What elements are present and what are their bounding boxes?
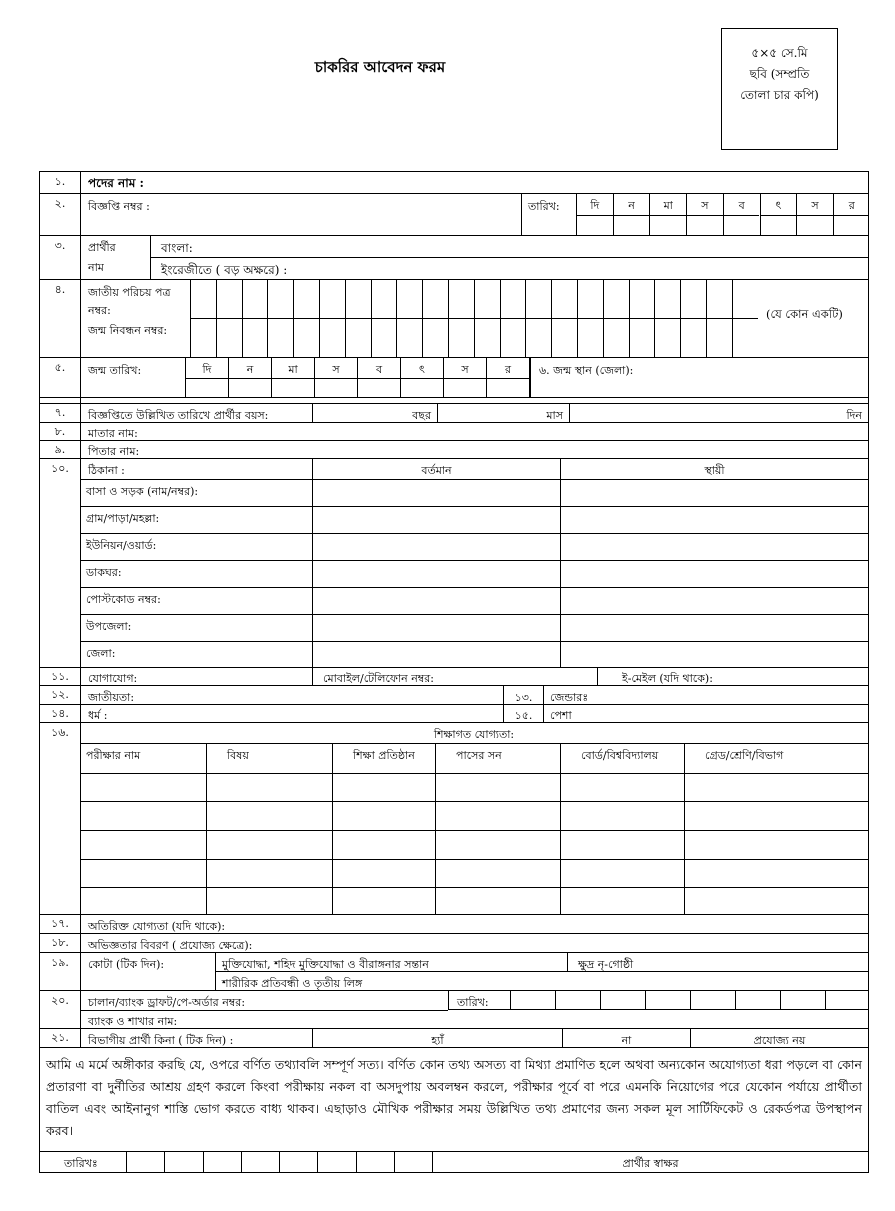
education-cell[interactable] [80,887,206,914]
education-cell[interactable] [435,887,560,914]
payment-date-label: তারিখ: [448,991,510,1010]
row-nationality [40,686,868,705]
candidate-name-label-1: প্রার্থীর [88,241,116,254]
digit-box[interactable] [422,319,448,357]
address-field-label: ডাকঘর: [86,566,122,579]
row-number-15: ১৫. [503,705,543,722]
row-contact [40,668,868,686]
education-title: শিক্ষাগত যোগ্যতা: [433,728,515,741]
date-digit-box[interactable] [613,215,650,235]
occupation-label: পেশা [550,709,572,722]
row-number: ১৪. [40,705,81,722]
digit-box[interactable] [448,319,474,357]
date-digit-box[interactable] [576,215,613,235]
row-religion [40,705,868,723]
date-digit-box[interactable] [314,378,357,397]
additional-qualification-label: অতিরিক্ত যোগ্যতা (যদি থাকে): [88,920,226,933]
address-present-input[interactable] [312,615,560,641]
education-cell[interactable] [80,830,206,859]
date-digit-box[interactable] [443,378,486,397]
occupation-field[interactable] [543,705,868,722]
date-digit-box[interactable] [760,215,797,235]
digit-box[interactable] [279,1152,317,1172]
education-header-cell: বোর্ড/বিশ্ববিদ্যালয় [560,744,684,773]
row-advertisement [40,194,868,236]
education-cell[interactable] [684,887,868,914]
row-number: ১৯. [40,953,81,990]
digit-box[interactable] [603,319,629,357]
date-digit-box[interactable] [486,378,529,397]
education-cell[interactable] [206,830,332,859]
row-number: ১২. [40,686,81,704]
date-digit-box[interactable] [796,215,833,235]
address-permanent-input[interactable] [560,561,868,587]
digit-box[interactable] [242,280,268,319]
digit-box[interactable] [629,280,655,319]
candidate-name-label-2: নাম [88,261,104,274]
digit-box[interactable] [474,280,500,319]
quota-option-1: মুক্তিযোদ্ধা, শহিদ মুক্তিযোদ্ধা ও বীরাঙ্গনার সন্তান [222,958,429,971]
education-cell[interactable] [332,830,435,859]
education-cell[interactable] [435,801,560,830]
departmental-na[interactable] [690,1029,868,1047]
digit-box[interactable] [371,319,397,357]
advertisement-date-label: তারিখ: [521,194,576,235]
row-nid [40,280,868,358]
education-cell[interactable] [332,859,435,888]
age-day-label: দিন [846,409,862,422]
row-quota [40,953,868,991]
religion-label: ধর্ম : [88,709,108,722]
date-letter-box: স [686,194,723,215]
digit-box[interactable] [525,280,551,319]
row-number: ১৬. [40,723,81,914]
row-education [40,723,868,915]
address-row [80,506,868,533]
education-table [80,743,868,914]
digit-box[interactable] [319,319,345,357]
address-row [80,560,868,587]
digit-box[interactable] [371,280,397,319]
address-present-input[interactable] [312,642,560,667]
quota-ethnic-minority[interactable] [567,953,868,972]
digit-box[interactable] [510,991,555,1010]
post-name-field[interactable] [240,172,868,193]
row-number: ২. [40,194,81,235]
education-header-cell: পরীক্ষার নাম [86,749,141,762]
row-mother-name [40,423,868,441]
row-number-empty [40,398,81,403]
address-field-label: গ্রাম/পাড়া/মহল্লা: [86,512,160,525]
address-row [80,614,868,641]
footer-date-boxes[interactable] [126,1152,432,1172]
digit-box[interactable] [267,280,293,319]
address-present-input[interactable] [312,561,560,587]
signature-field[interactable] [432,1152,868,1172]
education-cell[interactable] [684,859,868,888]
age-days[interactable] [569,404,868,422]
digit-box[interactable] [293,280,319,319]
nid-digit-boxes[interactable] [190,280,758,357]
date-digit-box[interactable] [400,378,443,397]
digit-box[interactable] [706,319,732,357]
date-digit-box[interactable] [228,378,271,397]
education-cell[interactable] [560,801,684,830]
nid-label-2: নম্বর: [88,304,111,317]
date-letter-box: ন [613,194,650,215]
education-cell[interactable] [332,773,435,802]
digit-box[interactable] [555,991,600,1010]
age-label: বিজ্ঞপ্তিতে উল্লিখিত তারিখে প্রার্থীর বয়স: [88,409,269,422]
row-number: ৭. [40,404,81,422]
email-label: ই-মেইল (যদি থাকে): [622,672,713,685]
address-present-input[interactable] [312,480,560,506]
digit-box[interactable] [680,280,706,319]
digit-box[interactable] [422,280,448,319]
birth-date-label: জন্ম তারিখ: [88,364,142,377]
digit-box[interactable] [216,319,242,357]
date-letter-box: দি [185,358,228,378]
address-permanent-input[interactable] [560,534,868,560]
date-digit-box[interactable] [649,215,686,235]
quota-label: কোটা (টিক দিন): [88,958,165,971]
date-letter-box: ন [228,358,271,378]
address-label: ঠিকানা : [88,464,125,477]
digit-box[interactable] [317,1152,355,1172]
age-year-label: বছর [412,409,431,422]
date-letter-box: স [443,358,486,378]
digit-box[interactable] [577,280,603,319]
footer-date-label: তারিখঃ [64,1157,98,1170]
digit-box[interactable] [267,319,293,357]
education-cell[interactable] [80,859,206,888]
education-cell[interactable] [206,773,332,802]
birth-place-label: ৬. জন্ম স্থান (জেলা): [539,364,634,377]
digit-box[interactable] [780,991,825,1010]
digit-box[interactable] [241,1152,279,1172]
education-cell[interactable] [206,801,332,830]
form-title: চাকরির আবেদন ফরম [314,58,446,76]
row-number: ৩. [40,236,81,279]
row-number: ২০. [40,991,81,1028]
education-cell[interactable] [435,859,560,888]
bank-branch-label: ব্যাংক ও শাখার নাম: [88,1015,178,1028]
email-field[interactable] [597,668,868,685]
address-permanent-header: স্থায়ী [560,459,868,479]
digit-box[interactable] [448,280,474,319]
date-digit-box[interactable] [686,215,723,235]
address-field-label: জেলা: [86,647,116,660]
date-letter-box: র [486,358,529,378]
quota-freedom-fighter[interactable] [215,953,567,972]
row-number: ১৮. [40,934,81,952]
date-letter-box: মা [271,358,314,378]
education-header-cell: পাসের সন [435,744,560,773]
name-bangla-label: বাংলা: [161,241,193,255]
age-month-label: মাস [546,409,563,422]
mobile-field[interactable] [312,668,597,685]
digit-box[interactable] [216,280,242,319]
option-yes: হ্যাঁ [431,1034,444,1047]
digit-box[interactable] [577,319,603,357]
digit-box[interactable] [680,319,706,357]
digit-box[interactable] [396,280,422,319]
photo-line-1: ৫×৫ সে.মি [751,46,808,60]
education-cell[interactable] [684,830,868,859]
digit-box[interactable] [500,319,526,357]
advertisement-date-boxes[interactable] [576,194,868,235]
row-number: ৪. [40,280,81,357]
gender-field[interactable] [543,686,868,704]
digit-box[interactable] [525,319,551,357]
address-row [80,533,868,560]
address-present-input[interactable] [312,534,560,560]
birth-reg-label: জন্ম নিবন্ধন নম্বর: [88,324,168,337]
education-cell[interactable] [684,801,868,830]
digit-box[interactable] [735,991,780,1010]
nid-label-1: জাতীয় পরিচয় পত্র [88,286,171,299]
digit-box[interactable] [190,280,216,319]
digit-box[interactable] [396,319,422,357]
age-years[interactable] [312,404,437,422]
date-digit-box[interactable] [723,215,760,235]
date-letter-box: মা [649,194,686,215]
address-permanent-input[interactable] [560,615,868,641]
row-number: ১১. [40,668,81,685]
date-letter-box: র [833,194,868,215]
row-additional-qualification [40,915,868,934]
education-cell[interactable] [560,830,684,859]
row-experience [40,934,868,953]
digit-box[interactable] [190,319,216,357]
address-permanent-input[interactable] [560,507,868,533]
digit-box[interactable] [825,991,868,1010]
option-na: প্রযোজ্য নয় [753,1034,806,1047]
application-form [39,171,869,1173]
address-row [80,479,868,506]
education-cell[interactable] [332,887,435,914]
digit-box[interactable] [345,280,371,319]
row-number: ১৭. [40,915,81,933]
digit-box[interactable] [293,319,319,357]
address-permanent-input[interactable] [560,588,868,614]
photo-line-2: ছবি (সম্প্রতি [749,67,810,81]
digit-box[interactable] [474,319,500,357]
digit-box[interactable] [126,1152,164,1172]
education-cell[interactable] [435,773,560,802]
education-cell[interactable] [332,801,435,830]
date-letter-box: ব [723,194,760,215]
digit-box[interactable] [706,280,732,319]
date-letter-box: ৎ [760,194,797,215]
photo-box[interactable] [721,28,838,150]
address-row [80,641,868,667]
education-cell[interactable] [560,887,684,914]
row-address [40,459,868,668]
photo-line-3: তোলা চার কপি) [740,88,819,102]
education-cell[interactable] [206,859,332,888]
digit-box[interactable] [500,280,526,319]
digit-box[interactable] [345,319,371,357]
address-row [80,587,868,614]
digit-box[interactable] [654,319,680,357]
post-name-label: পদের নাম : [88,176,144,190]
education-cell[interactable] [80,773,206,802]
date-digit-box[interactable] [185,378,228,397]
digit-box[interactable] [551,319,577,357]
address-present-header: বর্তমান [312,459,560,479]
signature-label: প্রার্থীর স্বাক্ষর [622,1157,679,1170]
digit-box[interactable] [551,280,577,319]
digit-box[interactable] [600,991,645,1010]
gender-label: জেন্ডারঃ [550,691,589,704]
address-field-label: উপজেলা: [86,620,132,633]
nid-note: (যে কোন একটি) [766,307,843,321]
departmental-yes[interactable] [312,1029,562,1047]
row-number: ৮. [40,423,81,440]
address-permanent-input[interactable] [560,642,868,667]
date-letter-box: দি [576,194,613,215]
row-number: ৫. [40,358,81,397]
education-header-cell: বিষয় [206,744,332,773]
challan-label: চালান/ব্যাংক ড্রাফট/পে-অর্ডার নম্বর: [88,996,246,1009]
row-candidate-name [40,236,868,280]
departmental-no[interactable] [562,1029,690,1047]
row-post-name [40,172,868,194]
education-cell[interactable] [560,859,684,888]
education-cell[interactable] [560,773,684,802]
declaration-section [40,1048,868,1152]
mobile-label: মোবাইল/টেলিফোন নম্বর: [323,672,435,685]
digit-box[interactable] [319,280,345,319]
address-field-label: পোস্টকোড নম্বর: [86,593,161,606]
address-field-label: বাসা ও সড়ক (নাম/নম্বর): [86,485,199,498]
age-months[interactable] [437,404,569,422]
option-no: না [621,1034,632,1047]
education-cell[interactable] [684,773,868,802]
digit-box[interactable] [629,319,655,357]
date-digit-box[interactable] [271,378,314,397]
birth-date-boxes[interactable] [185,358,530,397]
digit-box[interactable] [394,1152,432,1172]
father-name-label: পিতার নাম: [88,445,140,458]
education-cell[interactable] [435,830,560,859]
digit-box[interactable] [732,319,758,357]
declaration-text: আমি এ মর্মে অঙ্গীকার করছি যে, ওপরে বর্ণিত তথ্যাবলি সম্পূর্ণ সত্য। বর্ণিত কোন তথ্য অসত্য বা মিথ্যা প্রমাণিত হলে অথবা অন্যকোন অযোগ্যতা ধরা পড়লে বা কোন প্রতারণা বা দুর্নীতির আশ্রয় গ্রহণ করলে কিংবা পরীক্ষায় নকল বা অসদুপায় অবলম্বন করলে, পরীক্ষার পূর্বে বা পরে এমনকি নিয়োগের পরে যেকোন পর্যায়ে প্রার্থীতা বাতিল এবং আইনানুগ শাস্তি ভোগ করতে বাধ্য থাকব। এছাড়াও মৌখিক পরীক্ষার সময় উল্লিখিত তথ্য প্রমাণের জন্য সকল মূল সার্টিফিকেট ও রেকর্ডপত্র উপস্থাপন করব। [46,1057,862,1138]
row-payment [40,991,868,1029]
row-age [40,404,868,423]
address-present-input[interactable] [312,588,560,614]
address-present-input[interactable] [312,507,560,533]
advertisement-number-label: বিজ্ঞপ্তি নম্বর : [88,200,150,213]
row-departmental [40,1029,868,1048]
quota-option-2: ক্ষুদ্র নৃ-গোষ্ঠী [578,958,634,971]
name-english-label: ইংরেজীতে ( বড় অক্ষরে) : [161,263,288,277]
row-father-name [40,441,868,459]
digit-box[interactable] [164,1152,202,1172]
digit-box[interactable] [242,319,268,357]
digit-box[interactable] [690,991,735,1010]
row-number: ১০. [40,459,81,667]
date-digit-box[interactable] [357,378,400,397]
education-header-cell: শিক্ষা প্রতিষ্ঠান [332,744,435,773]
footer-row [40,1152,868,1172]
experience-label: অভিজ্ঞতার বিবরণ ( প্রযোজ্য ক্ষেত্রে): [88,939,253,952]
digit-box[interactable] [654,280,680,319]
address-permanent-input[interactable] [560,480,868,506]
date-digit-box[interactable] [833,215,868,235]
date-letter-box: স [314,358,357,378]
birth-place-field[interactable] [530,358,868,397]
education-cell[interactable] [206,887,332,914]
contact-label: যোগাযোগ: [88,672,138,685]
mother-name-label: মাতার নাম: [88,427,138,440]
date-letter-box: ব [357,358,400,378]
digit-box[interactable] [203,1152,241,1172]
date-letter-box: স [796,194,833,215]
row-number: ১. [40,172,81,193]
departmental-label: বিভাগীয় প্রার্থী কিনা ( টিক দিন) : [88,1034,234,1047]
address-field-label: ইউনিয়ন/ওয়ার্ড: [86,539,157,552]
education-header-cell: গ্রেড/শ্রেণি/বিভাগ [684,744,868,773]
name-english-field[interactable] [150,258,868,279]
row-number: ২১. [40,1029,81,1047]
address-grid [80,479,868,667]
digit-box[interactable] [645,991,690,1010]
payment-date-boxes[interactable] [510,991,868,1010]
row-number: ৯. [40,441,81,458]
name-bangla-field[interactable] [150,236,868,258]
quota-disabled[interactable] [215,972,567,990]
quota-option-3: শারীরিক প্রতিবন্ধী ও তৃতীয় লিঙ্গ [222,977,363,990]
date-letter-box: ৎ [400,358,443,378]
digit-box[interactable] [603,280,629,319]
digit-box[interactable] [732,280,758,319]
row-birth-date [40,358,868,398]
nationality-label: জাতীয়তা: [88,691,135,704]
digit-box[interactable] [356,1152,394,1172]
education-cell[interactable] [80,801,206,830]
row-number-13: ১৩. [503,686,543,704]
